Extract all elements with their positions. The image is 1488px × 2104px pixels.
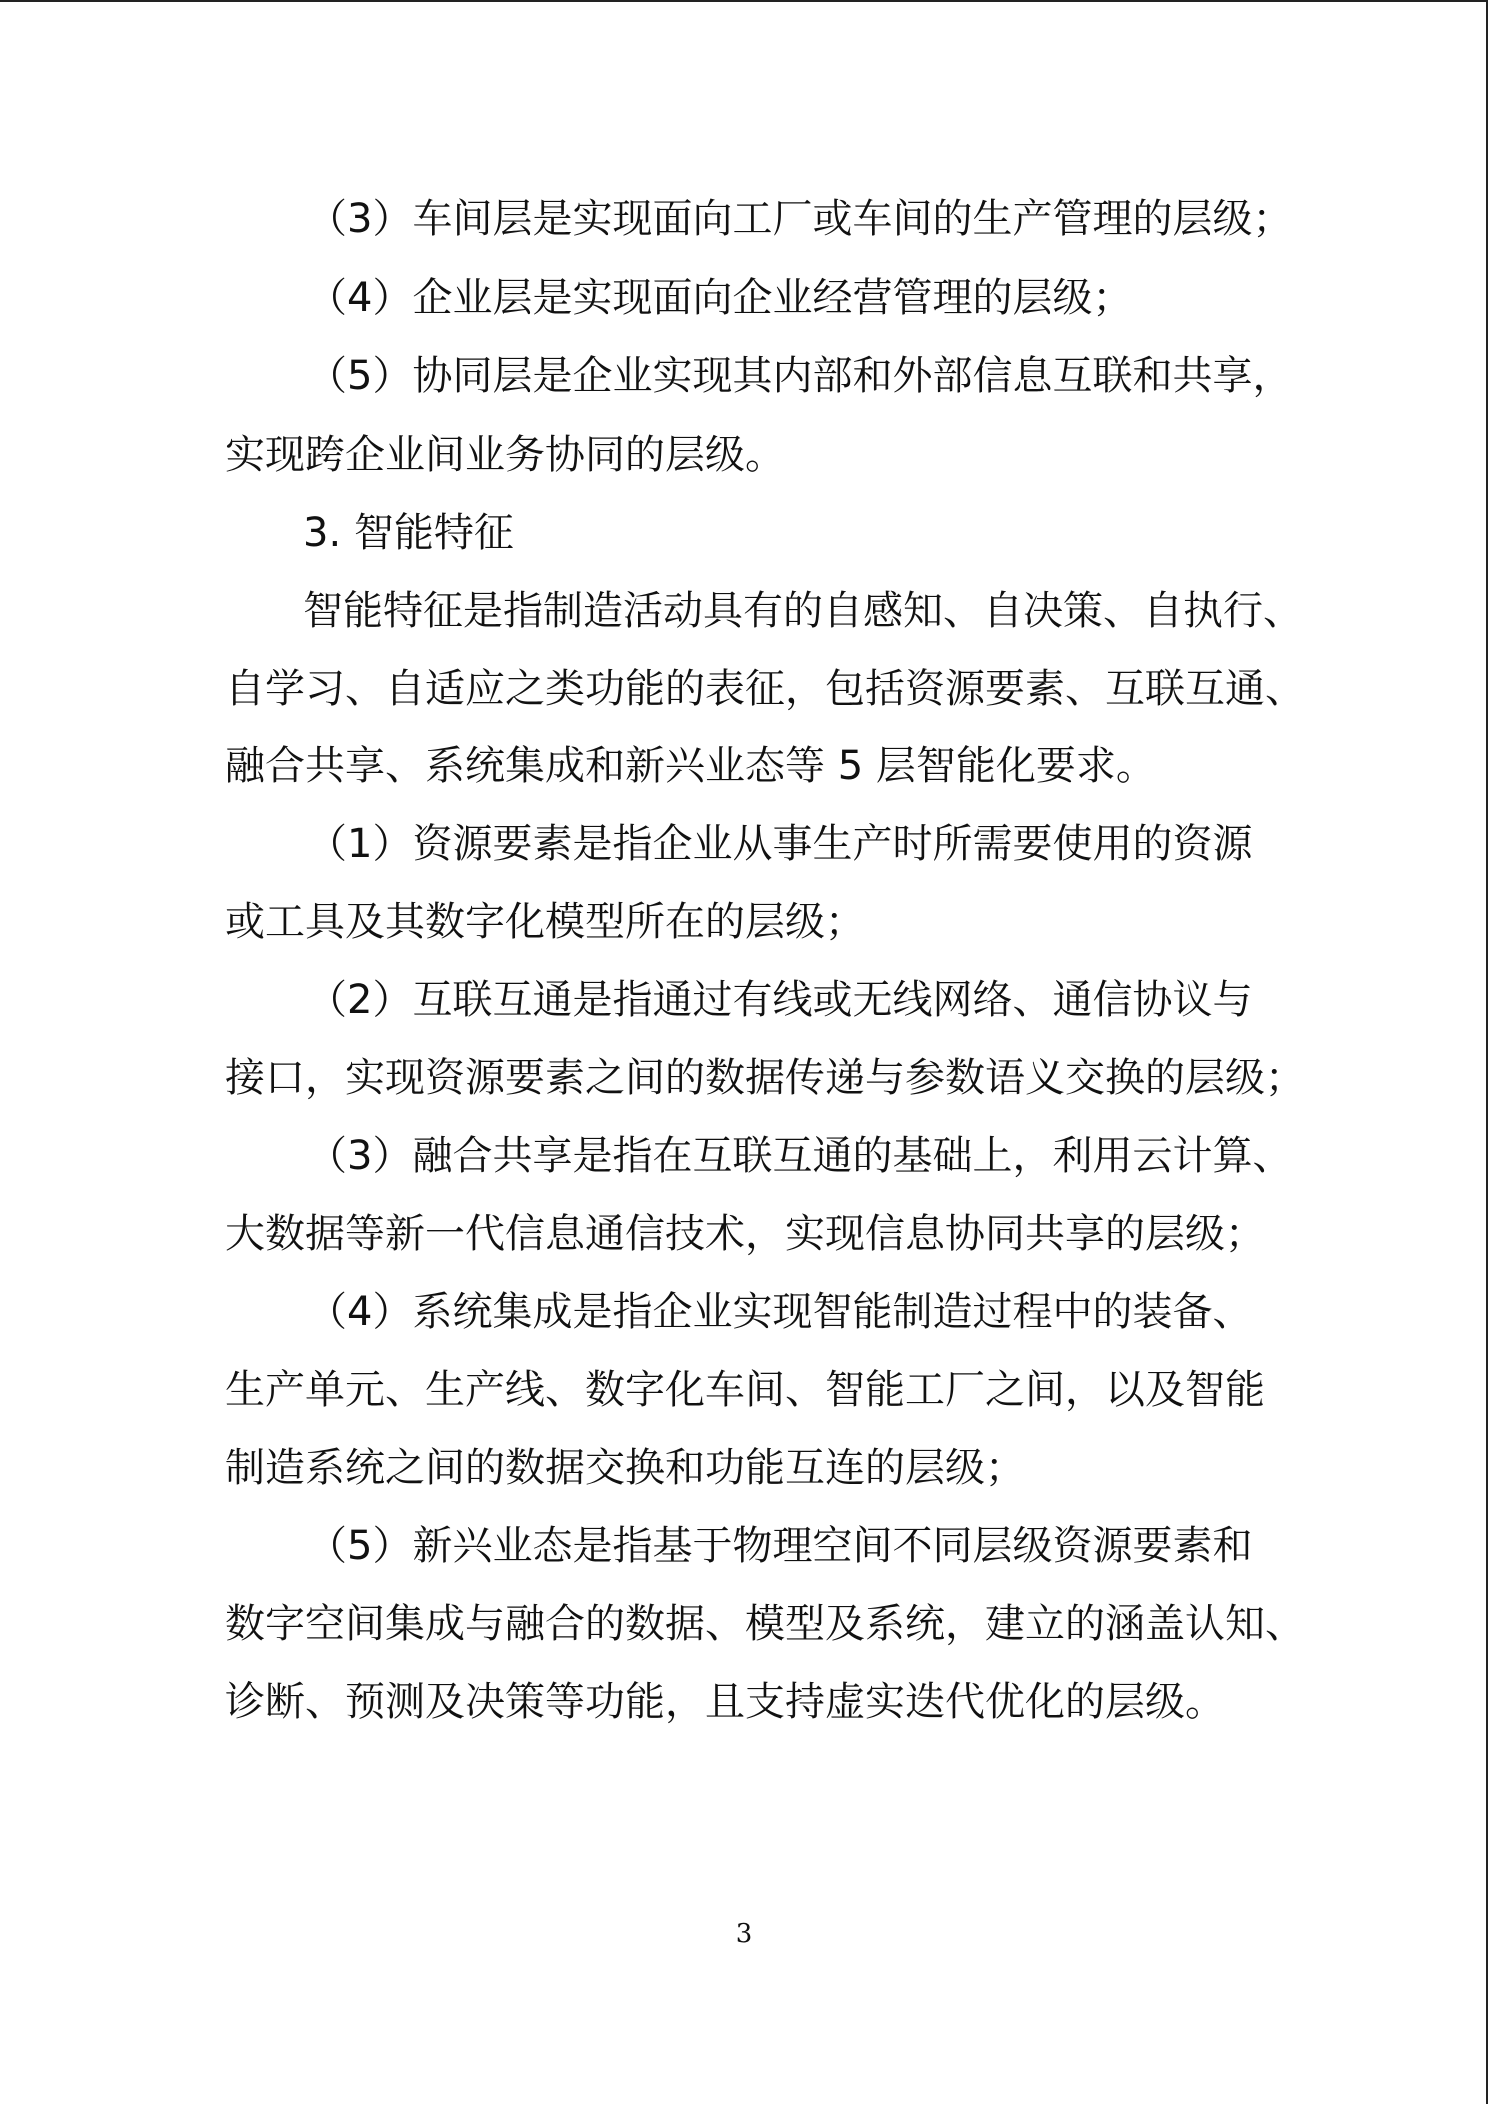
paragraph-line: 智能特征是指制造活动具有的自感知、自决策、自执行、 [303, 588, 1303, 634]
paragraph-line: 接口，实现资源要素之间的数据传递与参数语义交换的层级； [225, 1055, 1305, 1101]
paragraph-line: 或工具及其数字化模型所在的层级； [225, 899, 865, 945]
paragraph-line: 自学习、自适应之类功能的表征，包括资源要素、互联互通、 [225, 666, 1305, 712]
section-heading: 3. 智能特征 [303, 510, 514, 556]
paragraph-line: 数字空间集成与融合的数据、模型及系统，建立的涵盖认知、 [225, 1601, 1305, 1647]
paragraph-line: （5）新兴业态是指基于物理空间不同层级资源要素和 [307, 1523, 1253, 1569]
paragraph-line: （4）系统集成是指企业实现智能制造过程中的装备、 [307, 1289, 1253, 1335]
paragraph-line: 诊断、预测及决策等功能，且支持虚实迭代优化的层级。 [225, 1679, 1225, 1725]
page-number: 3 [735, 1919, 753, 1949]
paragraph-line: （3）融合共享是指在互联互通的基础上，利用云计算、 [307, 1133, 1293, 1179]
paragraph-line: 融合共享、系统集成和新兴业态等 5 层智能化要求。 [225, 743, 1156, 789]
paragraph-line: 大数据等新一代信息通信技术，实现信息协同共享的层级； [225, 1211, 1265, 1257]
paragraph-line: 生产单元、生产线、数字化车间、智能工厂之间，以及智能 [225, 1367, 1265, 1413]
paragraph-line: 实现跨企业间业务协同的层级。 [225, 432, 785, 478]
paragraph-line: （5）协同层是企业实现其内部和外部信息互联和共享， [307, 353, 1293, 399]
paragraph-line: （1）资源要素是指企业从事生产时所需要使用的资源 [307, 821, 1253, 867]
paragraph-line: （4）企业层是实现面向企业经营管理的层级； [307, 275, 1133, 321]
paragraph-line: （3）车间层是实现面向工厂或车间的生产管理的层级； [307, 196, 1293, 242]
paragraph-line: （2）互联互通是指通过有线或无线网络、通信协议与 [307, 977, 1253, 1023]
paragraph-line: 制造系统之间的数据交换和功能互连的层级； [225, 1445, 1025, 1491]
